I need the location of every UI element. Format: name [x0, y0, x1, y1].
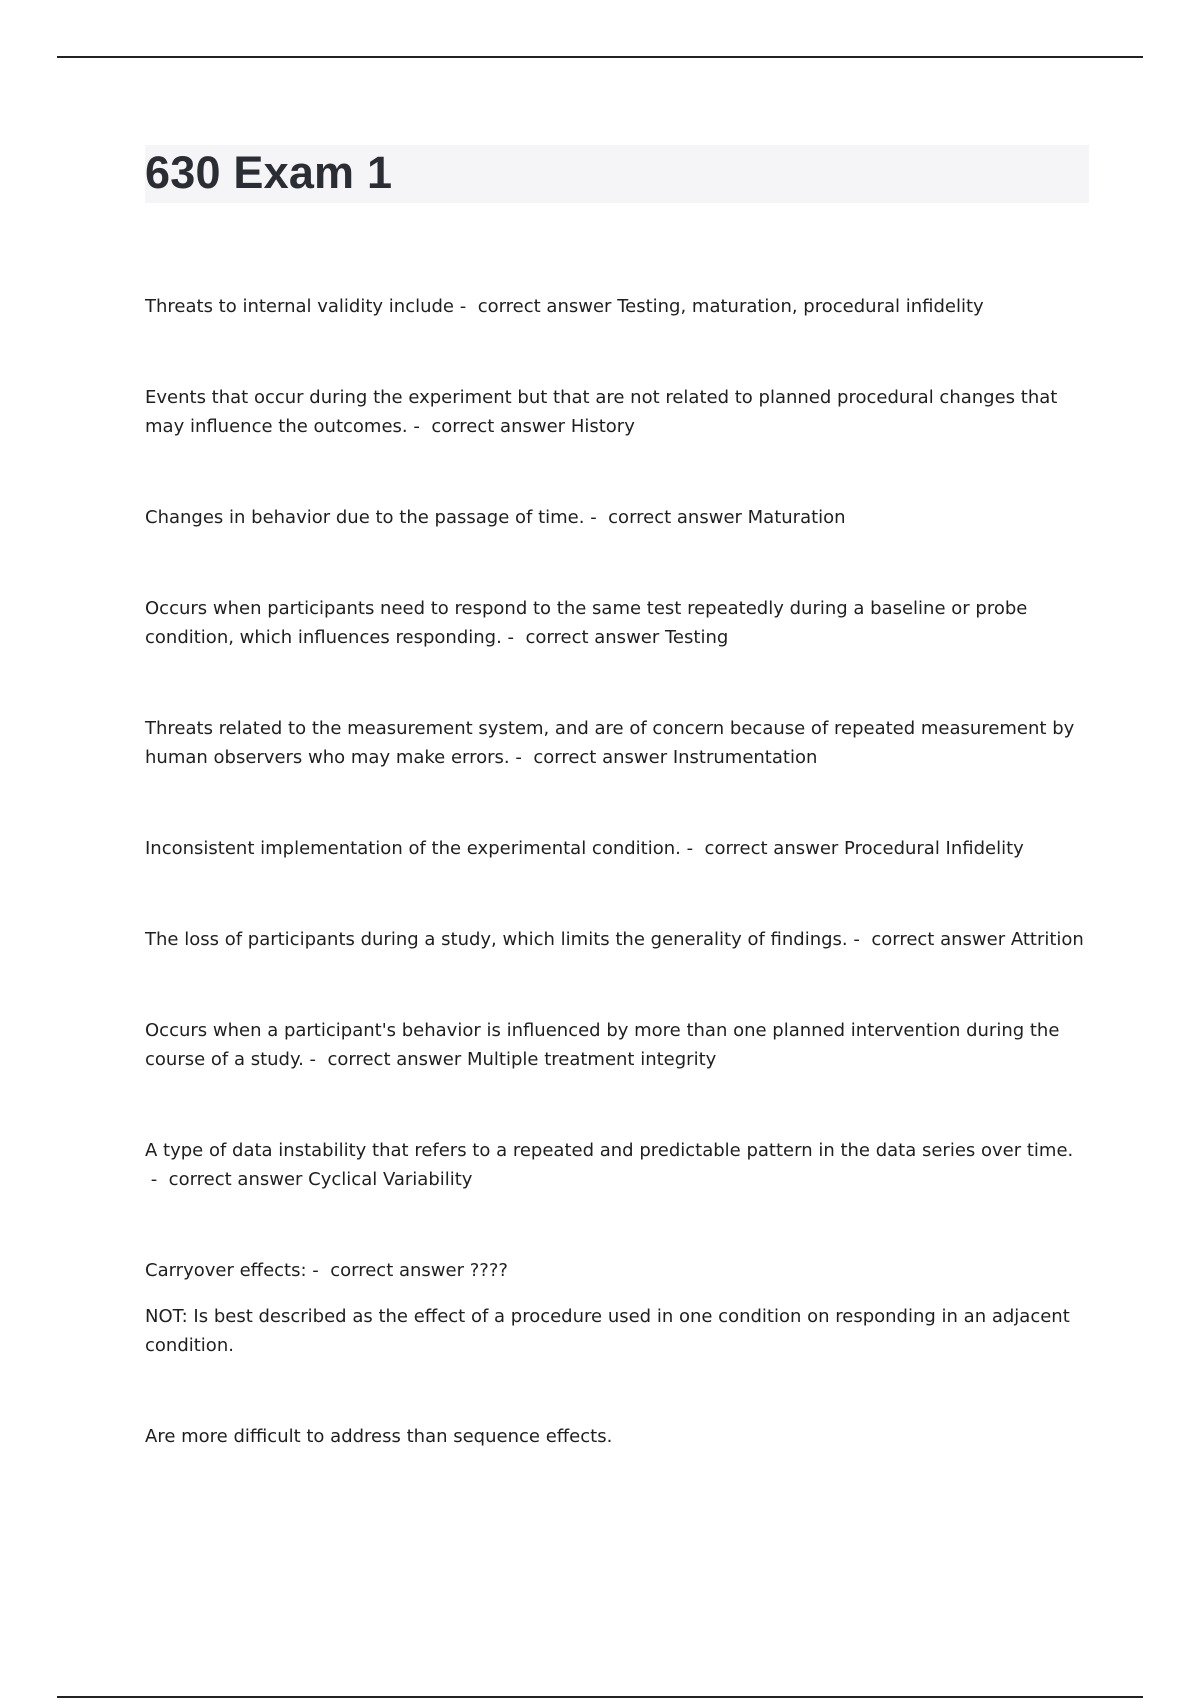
- question-text: Occurs when participants need to respond to the same test repeatedly during a baseline or probe condition, which influences responding.: [145, 598, 1028, 648]
- separator: -: [145, 1169, 169, 1190]
- answer-note: Are more difficult to address than sequence effects.: [145, 1426, 613, 1447]
- separator: -: [454, 296, 478, 317]
- qa-item: [145, 383, 1090, 441]
- answer-text: Multiple treatment integrity: [466, 1049, 717, 1070]
- qa-list: [145, 292, 1090, 1451]
- qa-item: [145, 292, 1090, 321]
- answer-prefix: correct answer: [477, 296, 612, 317]
- answer-text: Testing: [665, 627, 729, 648]
- answer-note: NOT: Is best described as the effect of a procedure used in one condition on responding in an adjacent condition.: [145, 1306, 1070, 1356]
- question-text: Occurs when a participant's behavior is influenced by more than one planned intervention during the course of a study.: [145, 1020, 1060, 1070]
- question-text: Inconsistent implementation of the experimental condition.: [145, 838, 681, 859]
- bottom-rule: [57, 1696, 1143, 1698]
- answer-text: ????: [469, 1260, 508, 1281]
- answer-prefix: correct answer: [871, 929, 1006, 950]
- separator: -: [306, 1260, 331, 1281]
- separator: -: [303, 1049, 328, 1070]
- answer-text: Procedural Infidelity: [844, 838, 1024, 859]
- qa-item: [145, 1016, 1090, 1074]
- answer-text: History: [570, 416, 635, 437]
- answer-text: Instrumentation: [672, 747, 818, 768]
- separator: -: [680, 838, 705, 859]
- question-text: Carryover effects:: [145, 1260, 307, 1281]
- qa-item: [145, 503, 1090, 532]
- question-text: Threats related to the measurement system, and are of concern because of repeated measurement by human observers who may make errors.: [145, 718, 1075, 768]
- question-text: Threats to internal validity include: [145, 296, 455, 317]
- question-text: The loss of participants during a study, which limits the generality of findings.: [145, 929, 848, 950]
- top-rule: [57, 56, 1143, 58]
- answer-prefix: correct answer: [704, 838, 839, 859]
- question-text: Events that occur during the experiment but that are not related to planned procedural changes that may influence the outcomes.: [145, 387, 1058, 437]
- separator: -: [584, 507, 609, 528]
- qa-item: [145, 834, 1090, 863]
- answer-prefix: correct answer: [608, 507, 742, 528]
- qa-item: [145, 925, 1090, 954]
- question-text: A type of data instability that refers to a repeated and predictable pattern in the data series over time.: [145, 1140, 1074, 1161]
- separator: -: [407, 416, 432, 437]
- answer-prefix: correct answer: [525, 627, 660, 648]
- answer-text: Attrition: [1010, 929, 1084, 950]
- question-text: Changes in behavior due to the passage of time.: [145, 507, 585, 528]
- answer-prefix: correct answer: [168, 1169, 303, 1190]
- separator: -: [501, 627, 526, 648]
- answer-text: Maturation: [747, 507, 846, 528]
- answer-prefix: correct answer: [330, 1260, 464, 1281]
- answer-prefix: correct answer: [327, 1049, 462, 1070]
- document-title: 630 Exam 1: [145, 147, 393, 198]
- answer-text: Cyclical Variability: [308, 1169, 473, 1190]
- separator: -: [847, 929, 872, 950]
- separator: -: [509, 747, 534, 768]
- answer-prefix: correct answer: [431, 416, 566, 437]
- answer-text: Testing, maturation, procedural infidelity: [617, 296, 984, 317]
- answer-prefix: correct answer: [533, 747, 668, 768]
- qa-item: [145, 594, 1090, 652]
- qa-item: [145, 1136, 1090, 1194]
- qa-item: [145, 1256, 1090, 1285]
- qa-item: [145, 714, 1090, 772]
